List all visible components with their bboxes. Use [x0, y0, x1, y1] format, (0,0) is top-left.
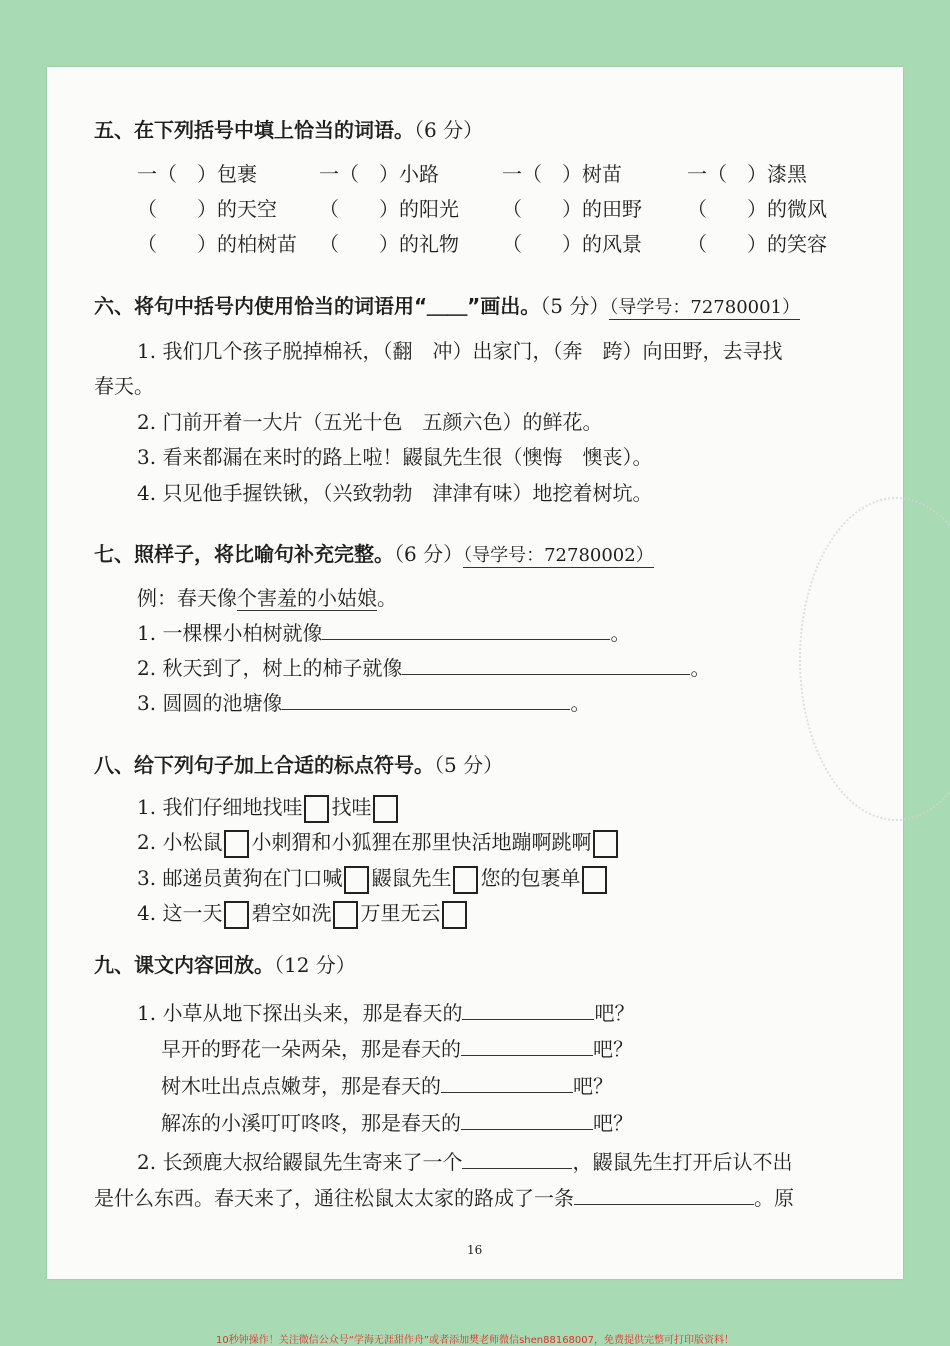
answer-blank[interactable]	[322, 621, 610, 640]
answer-blank[interactable]	[462, 1001, 594, 1020]
s9-line-3: 树木吐出点点嫩芽，那是春天的 吧？	[161, 1074, 613, 1098]
page-number: 16	[467, 1243, 483, 1257]
answer-blank[interactable]	[461, 1111, 593, 1130]
punctuation-box[interactable]	[224, 901, 249, 929]
s7-item-1: 1. 一棵棵小柏树就像 。	[137, 621, 631, 645]
answer-blank[interactable]	[402, 656, 690, 675]
answer-blank[interactable]	[574, 1186, 754, 1205]
s6-item-3: 3. 看来都漏在来时的路上啦！鼹鼠先生很（懊悔 懊丧）。	[137, 445, 653, 469]
s6-guide-code: （导学号：72780001）	[609, 297, 801, 318]
s9-line-4: 解冻的小溪叮叮咚咚，那是春天的 吧？	[161, 1111, 633, 1135]
s5-r2-c2: （ ）的阳光	[319, 197, 459, 221]
answer-blank[interactable]	[282, 691, 570, 710]
punctuation-box[interactable]	[304, 795, 329, 823]
s5-r3-c2: （ ）的礼物	[319, 232, 459, 256]
s5-r3-c4: （ ）的笑容	[687, 232, 827, 256]
s6-item-4: 4. 只见他手握铁锹，（兴致勃勃 津津有味）地挖着树坑。	[137, 481, 653, 505]
s5-r3-c3: （ ）的风景	[502, 232, 642, 256]
s9-q2-line-1: 2. 长颈鹿大叔给鼹鼠先生寄来了一个 ，鼹鼠先生打开后认不出	[137, 1150, 793, 1174]
footer-promo-text: 10秒钟操作！关注微信公众号“学海无涯甜作舟”或者添加樊老师微信shen88168007，免费提供完整可打印版资料！	[215, 1335, 735, 1346]
s5-r1-c3: 一（ ）树苗	[502, 162, 622, 186]
s8-item-1: 1. 我们仔细地找哇 找哇	[137, 791, 400, 823]
s8-item-3: 3. 邮递员黄狗在门口喊 鼹鼠先生 您的包裹单	[137, 862, 609, 894]
s5-r3-c1: （ ）的柏树苗	[137, 232, 297, 256]
punctuation-box[interactable]	[333, 901, 358, 929]
s5-r2-c3: （ ）的田野	[502, 197, 642, 221]
punctuation-box[interactable]	[344, 866, 369, 894]
punctuation-box[interactable]	[582, 866, 607, 894]
s7-item-2: 2. 秋天到了，树上的柿子就像 。	[137, 656, 711, 680]
s5-r1-c1: 一（ ）包裹	[137, 162, 257, 186]
s7-example: 例：春天像个害羞的小姑娘。	[137, 586, 397, 610]
section-6-title: 六、将句中括号内使用恰当的词语用“＿＿”画出。（5 分）（导学号：72780001）	[94, 294, 801, 318]
s7-guide-code: （导学号：72780002）	[463, 545, 654, 566]
s5-r2-c4: （ ）的微风	[687, 197, 827, 221]
section-9-title: 九、课文内容回放。（12 分）	[94, 953, 356, 977]
faded-stamp	[799, 497, 950, 821]
punctuation-box[interactable]	[442, 901, 467, 929]
s9-line-2: 早开的野花一朵两朵，那是春天的 吧？	[161, 1037, 633, 1061]
answer-blank[interactable]	[462, 1150, 572, 1169]
worksheet-page	[47, 67, 903, 1279]
punctuation-box[interactable]	[373, 795, 398, 823]
answer-blank[interactable]	[461, 1037, 593, 1056]
section-7-title: 七、照样子，将比喻句补充完整。（6 分）（导学号：72780002）	[94, 542, 654, 566]
s5-r1-c2: 一（ ）小路	[319, 162, 439, 186]
s5-r1-c4: 一（ ）漆黑	[687, 162, 807, 186]
s5-r2-c1: （ ）的天空	[137, 197, 277, 221]
punctuation-box[interactable]	[224, 830, 249, 858]
s8-item-2: 2. 小松鼠 小刺猬和小狐狸在那里快活地蹦啊跳啊	[137, 826, 620, 858]
answer-blank[interactable]	[441, 1074, 573, 1093]
s7-item-3: 3. 圆圆的池塘像 。	[137, 691, 591, 715]
punctuation-box[interactable]	[593, 830, 618, 858]
s6-item-1-cont: 春天。	[94, 374, 154, 398]
s6-item-2: 2. 门前开着一大片（五光十色 五颜六色）的鲜花。	[137, 410, 603, 434]
section-5-title: 五、在下列括号中填上恰当的词语。（6 分）	[94, 118, 484, 142]
s6-item-1: 1. 我们几个孩子脱掉棉袄，（翻 冲）出家门，（奔 跨）向田野，去寻找	[137, 339, 783, 363]
s9-q2-line-2: 是什么东西。春天来了，通往松鼠太太家的路成了一条 。原	[94, 1186, 794, 1210]
section-8-title: 八、给下列句子加上合适的标点符号。（5 分）	[94, 753, 504, 777]
s8-item-4: 4. 这一天 碧空如洗 万里无云	[137, 897, 469, 929]
s9-line-1: 1. 小草从地下探出头来，那是春天的 吧？	[137, 1001, 635, 1025]
punctuation-box[interactable]	[453, 866, 478, 894]
